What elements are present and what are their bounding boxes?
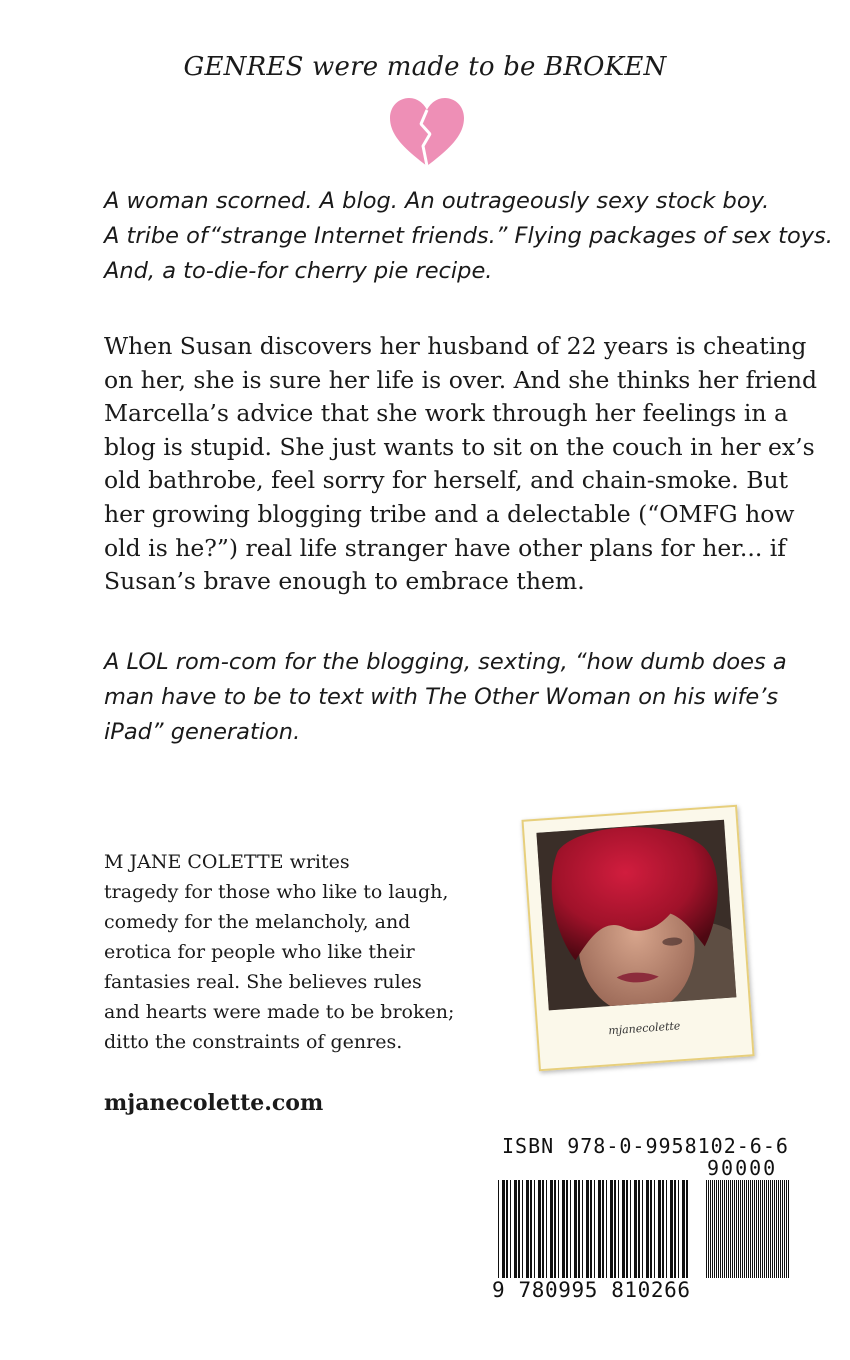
barcode-bar <box>712 1180 713 1278</box>
barcode-bar <box>662 1180 664 1278</box>
barcode-bar <box>542 1180 544 1278</box>
barcode-bar <box>772 1180 773 1278</box>
photo-caption: mjanecolette <box>607 1019 681 1038</box>
barcode-bar <box>658 1180 661 1278</box>
barcode-bar <box>764 1180 765 1278</box>
barcode-bar <box>578 1180 580 1278</box>
closing-line: iPad” generation. <box>104 719 301 745</box>
synopsis-line: Marcella’s advice that she work through her feelings in a <box>104 399 788 428</box>
bio-line: ditto the constraints of genres. <box>104 1031 403 1053</box>
barcode-bar <box>674 1180 676 1278</box>
synopsis-line: on her, she is sure her life is over. And she thinks her friend <box>104 365 818 394</box>
barcode-bar <box>618 1180 619 1278</box>
closing-line: man have to be to text with The Other Woman on his wife’s <box>104 684 779 710</box>
synopsis-line: old bathrobe, feel sorry for herself, and chain-smoke. But <box>104 466 789 495</box>
bio-line: erotica for people who like their <box>104 941 415 963</box>
barcode-bar <box>518 1180 520 1278</box>
author-photo <box>536 820 736 1011</box>
intro-line: And, a to-die-for cherry pie recipe. <box>104 258 493 284</box>
closing-blurb <box>104 645 787 750</box>
barcode-bar <box>622 1180 625 1278</box>
barcode-bar <box>774 1180 775 1278</box>
barcode-bar <box>736 1180 737 1278</box>
barcode-bar <box>586 1180 589 1278</box>
barcode-bar <box>610 1180 613 1278</box>
barcode-bar <box>748 1180 749 1278</box>
barcode-bar <box>754 1180 755 1278</box>
barcode-bar <box>724 1180 725 1278</box>
barcode-bar <box>784 1180 785 1278</box>
intro-blurb <box>104 184 833 289</box>
barcode-bar <box>630 1180 631 1278</box>
barcode-bar <box>758 1180 759 1278</box>
price-addon-label: 90000 <box>707 1156 778 1180</box>
barcode-bar <box>756 1180 757 1278</box>
barcode-bar <box>744 1180 745 1278</box>
barcode-bar <box>506 1180 508 1278</box>
ean-digits: 9 780995 810266 <box>492 1278 691 1302</box>
barcode-bar <box>770 1180 771 1278</box>
barcode-bar <box>558 1180 559 1278</box>
synopsis-line: Susan’s brave enough to embrace them. <box>104 567 585 596</box>
barcode-bar <box>782 1180 783 1278</box>
barcode-bar <box>778 1180 779 1278</box>
barcode-bar <box>746 1180 747 1278</box>
synopsis <box>104 330 818 599</box>
barcode-bar <box>602 1180 604 1278</box>
barcode-bar <box>766 1180 767 1278</box>
barcode-bar <box>606 1180 607 1278</box>
barcode-bar <box>708 1180 709 1278</box>
barcode-bar <box>742 1180 743 1278</box>
author-photo-frame <box>521 805 754 1071</box>
barcode-bar <box>762 1180 763 1278</box>
bio-line: tragedy for those who like to laugh, <box>104 881 449 903</box>
barcode-bar <box>730 1180 731 1278</box>
barcode-bar <box>638 1180 640 1278</box>
bio-line: M JANE COLETTE writes <box>104 851 350 873</box>
barcode-bar <box>786 1180 787 1278</box>
author-portrait-illustration <box>536 820 736 1011</box>
barcode-bar <box>714 1180 715 1278</box>
barcode-bar <box>570 1180 571 1278</box>
barcode-bar <box>728 1180 729 1278</box>
barcode-bar <box>760 1180 761 1278</box>
barcode-bar <box>590 1180 592 1278</box>
barcode-bar <box>686 1180 688 1278</box>
synopsis-line: her growing blogging tribe and a delectable (“OMFG how <box>104 499 795 528</box>
barcode-bar <box>514 1180 517 1278</box>
isbn-label: ISBN 978-0-9958102-6-6 <box>502 1134 789 1158</box>
barcode-bar <box>646 1180 649 1278</box>
barcode-bar <box>716 1180 717 1278</box>
synopsis-line: blog is stupid. She just wants to sit on the couch in her ex’s <box>104 432 815 461</box>
barcode-bar <box>654 1180 655 1278</box>
barcode-bar <box>550 1180 553 1278</box>
synopsis-line: When Susan discovers her husband of 22 years is cheating <box>104 332 807 360</box>
closing-line: A LOL rom-com for the blogging, sexting, “how dumb does a <box>104 649 787 675</box>
intro-line: A tribe of“strange Internet friends.” Flying packages of sex toys. <box>104 223 833 249</box>
barcode-bar <box>634 1180 637 1278</box>
barcode-bar <box>734 1180 735 1278</box>
barcode-bar <box>538 1180 541 1278</box>
barcode-bar <box>666 1180 667 1278</box>
barcode-bar <box>738 1180 739 1278</box>
barcode-bar <box>626 1180 628 1278</box>
bio-line: and hearts were made to be broken; <box>104 1001 455 1023</box>
barcode-bar <box>554 1180 556 1278</box>
bio-line: fantasies real. She believes rules <box>104 971 422 993</box>
barcode-bar <box>670 1180 673 1278</box>
barcode-bar <box>750 1180 751 1278</box>
barcode-bar <box>530 1180 532 1278</box>
barcode-bar <box>562 1180 565 1278</box>
barcode-bar <box>768 1180 769 1278</box>
barcode-bar <box>502 1180 505 1278</box>
author-website[interactable]: mjanecolette.com <box>104 1090 324 1116</box>
barcode-bars <box>492 1180 794 1278</box>
barcode-bar <box>780 1180 781 1278</box>
barcode-bar <box>776 1180 777 1278</box>
barcode-bar <box>582 1180 583 1278</box>
barcode-bar <box>740 1180 741 1278</box>
barcode-bar <box>722 1180 723 1278</box>
barcode-bar <box>732 1180 733 1278</box>
barcode-bar <box>522 1180 523 1278</box>
barcode-bar <box>710 1180 711 1278</box>
barcode-bar <box>718 1180 719 1278</box>
barcode-bar <box>594 1180 595 1278</box>
barcode-bar <box>682 1180 685 1278</box>
synopsis-line: old is he?”) real life stranger have other plans for her... if <box>104 533 787 562</box>
author-bio <box>104 847 464 1057</box>
barcode-bar <box>752 1180 753 1278</box>
barcode-bar <box>510 1180 511 1278</box>
barcode-bar <box>650 1180 652 1278</box>
barcode-bar <box>566 1180 568 1278</box>
barcode-bar <box>574 1180 577 1278</box>
barcode-bar <box>498 1180 499 1278</box>
broken-heart-icon <box>388 96 466 168</box>
tagline: GENRES were made to be BROKEN <box>183 52 667 82</box>
barcode-bar <box>526 1180 529 1278</box>
barcode-bar <box>726 1180 727 1278</box>
barcode-bar <box>614 1180 616 1278</box>
barcode-bar <box>642 1180 643 1278</box>
bio-line: comedy for the melancholy, and <box>104 911 411 933</box>
barcode-bar <box>546 1180 547 1278</box>
barcode-bar <box>788 1180 789 1278</box>
barcode-bar <box>598 1180 601 1278</box>
barcode-bar <box>720 1180 721 1278</box>
barcode-bar <box>678 1180 679 1278</box>
barcode-bar <box>706 1180 707 1278</box>
isbn-barcode <box>492 1132 794 1307</box>
intro-line: A woman scorned. A blog. An outrageously sexy stock boy. <box>104 188 770 214</box>
barcode-bar <box>534 1180 535 1278</box>
